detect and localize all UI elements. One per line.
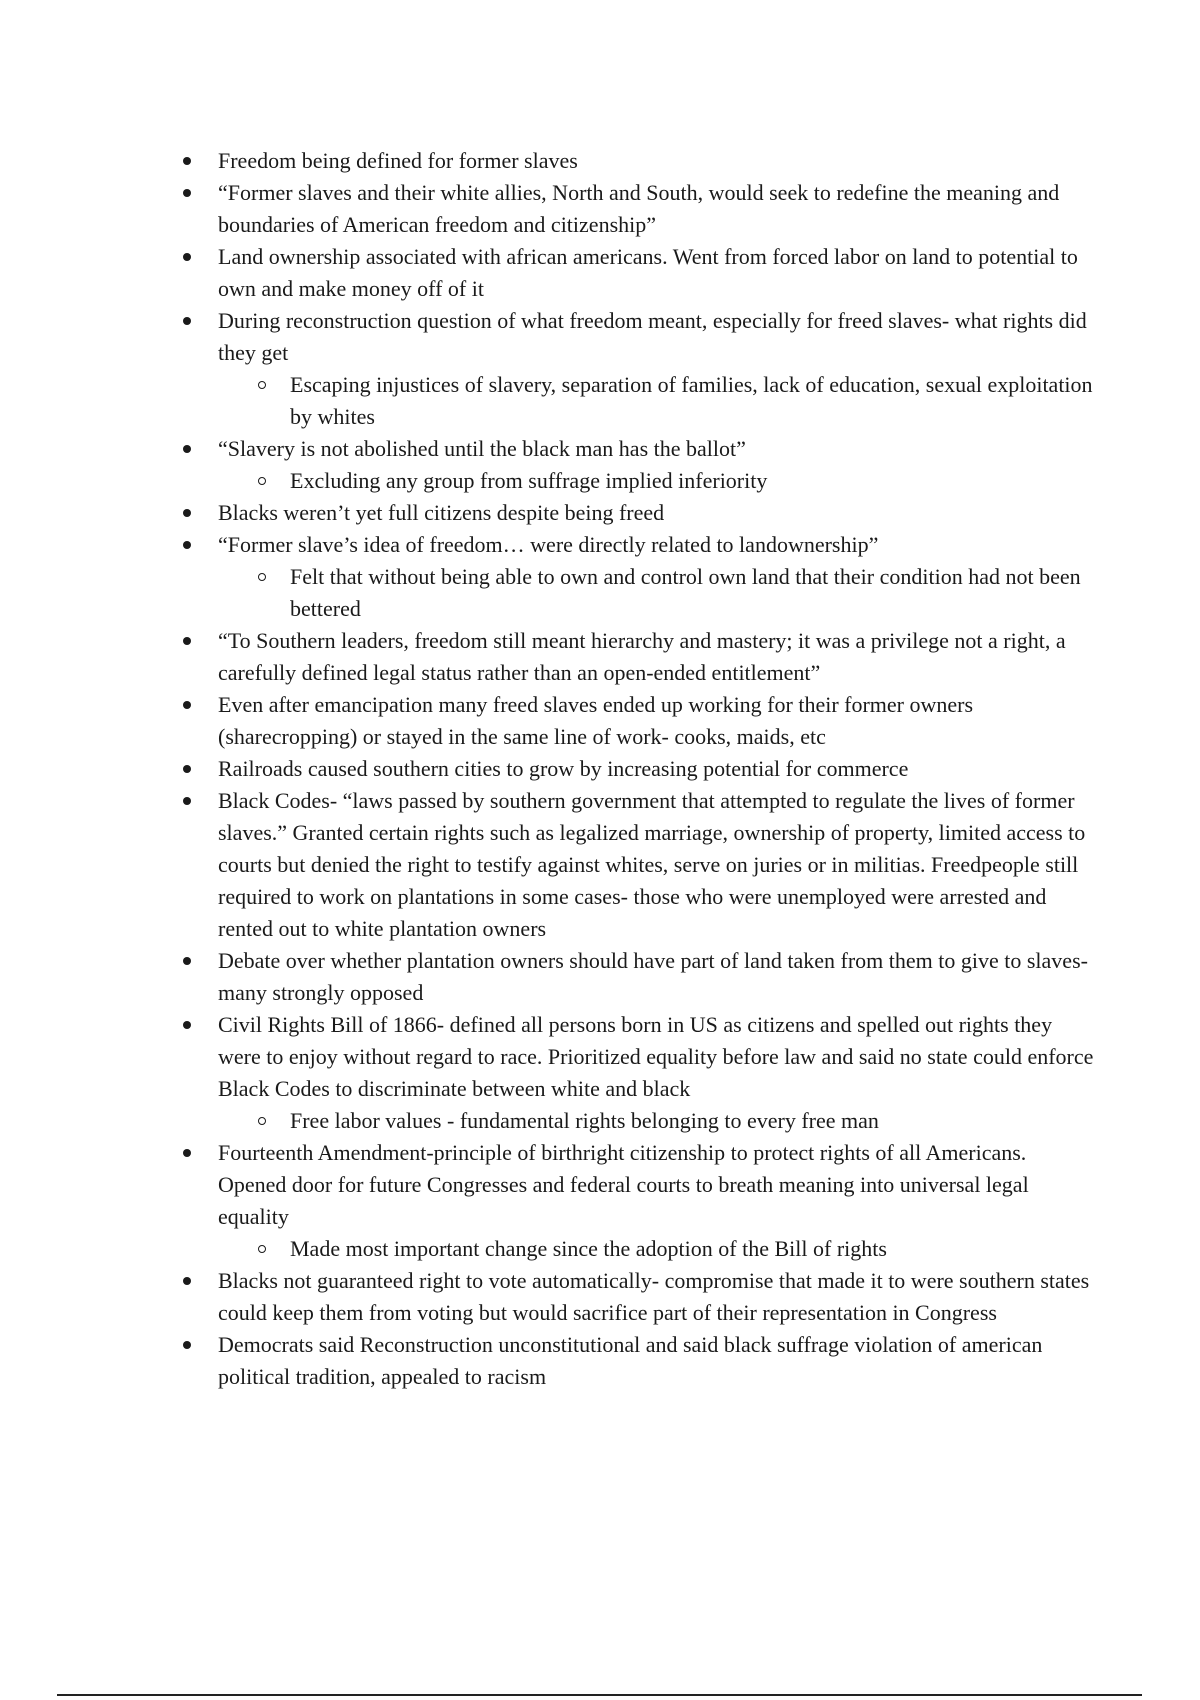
list-item [180, 945, 1095, 1009]
page-bottom-rule [57, 1694, 1142, 1696]
sub-list [218, 1105, 1095, 1137]
list-item [180, 1137, 1095, 1265]
sub-list [218, 465, 1095, 497]
sub-list-item [218, 1233, 1095, 1265]
bullet-text: Debate over whether plantation owners should have part of land taken from them to give to slaves- many strongly opposed [218, 948, 1088, 1005]
bullet-text: Land ownership associated with african americans. Went from forced labor on land to potential to own and make money off of it [218, 244, 1078, 301]
sub-bullet-text: Made most important change since the adoption of the Bill of rights [290, 1236, 887, 1261]
list-item [180, 433, 1095, 497]
list-item [180, 785, 1095, 945]
bullet-text: Black Codes- “laws passed by southern government that attempted to regulate the lives of former slaves.” Granted certain rights such as legalized marriage, ownership of property, limited access to courts but denied the right to testify against whites, serve on juries or in militias. Freedpeople still required to work on plantations in some cases- those who were unemployed were arrested and rented out to white plantation owners [218, 788, 1086, 941]
sub-bullet-text: Felt that without being able to own and control own land that their condition had not been bettered [290, 564, 1081, 621]
bullet-text: Fourteenth Amendment-principle of birthright citizenship to protect rights of all Americans. Opened door for future Congresses and federal courts to breath meaning into universal legal equality [218, 1140, 1029, 1229]
list-item [180, 689, 1095, 753]
list-item [180, 1329, 1095, 1393]
sub-list [218, 561, 1095, 625]
list-item [180, 753, 1095, 785]
bullet-text: Freedom being defined for former slaves [218, 148, 578, 173]
bullet-text: “Slavery is not abolished until the black man has the ballot” [218, 436, 746, 461]
notes-list [180, 145, 1095, 1393]
bullet-text: Democrats said Reconstruction unconstitutional and said black suffrage violation of american political tradition, appealed to racism [218, 1332, 1043, 1389]
list-item [180, 497, 1095, 529]
bullet-text: During reconstruction question of what freedom meant, especially for freed slaves- what rights did they get [218, 308, 1087, 365]
list-item [180, 305, 1095, 433]
list-item [180, 1265, 1095, 1329]
sub-list [218, 369, 1095, 433]
list-item [180, 1009, 1095, 1137]
sub-list [218, 1233, 1095, 1265]
sub-list-item [218, 465, 1095, 497]
sub-bullet-text: Escaping injustices of slavery, separation of families, lack of education, sexual exploitation by whites [290, 372, 1093, 429]
bullet-text: Even after emancipation many freed slaves ended up working for their former owners (sharecropping) or stayed in the same line of work- cooks, maids, etc [218, 692, 974, 749]
sub-bullet-text: Excluding any group from suffrage implied inferiority [290, 468, 768, 493]
bullet-text: Railroads caused southern cities to grow by increasing potential for commerce [218, 756, 909, 781]
list-item [180, 177, 1095, 241]
list-item [180, 145, 1095, 177]
bullet-text: Blacks not guaranteed right to vote automatically- compromise that made it to were southern states could keep them from voting but would sacrifice part of their representation in Congress [218, 1268, 1090, 1325]
list-item [180, 241, 1095, 305]
sub-list-item [218, 1105, 1095, 1137]
bullet-text: Blacks weren’t yet full citizens despite being freed [218, 500, 665, 525]
sub-list-item [218, 369, 1095, 433]
bullet-text: “To Southern leaders, freedom still meant hierarchy and mastery; it was a privilege not a right, a carefully defined legal status rather than an open-ended entitlement” [218, 628, 1066, 685]
sub-list-item [218, 561, 1095, 625]
bullet-text: “Former slaves and their white allies, North and South, would seek to redefine the meaning and boundaries of American freedom and citizenship” [218, 180, 1060, 237]
bullet-text: Civil Rights Bill of 1866- defined all persons born in US as citizens and spelled out rights they were to enjoy without regard to race. Prioritized equality before law and said no state could enforce Black Codes to discriminate between white and black [218, 1012, 1094, 1101]
list-item [180, 625, 1095, 689]
list-item [180, 529, 1095, 625]
bullet-text: “Former slave’s idea of freedom… were directly related to landownership” [218, 532, 879, 557]
sub-bullet-text: Free labor values - fundamental rights belonging to every free man [290, 1108, 879, 1133]
